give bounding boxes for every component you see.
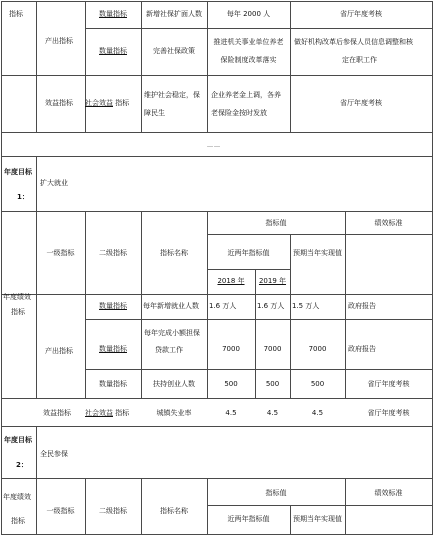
value-2019: 7000 <box>263 345 282 353</box>
rule <box>85 319 433 320</box>
annual-goal-label: 年度目标 <box>4 436 32 444</box>
indicator-value-line1: 推进机关事业单位养老 <box>213 38 284 46</box>
indicator-value-line1: 企业养老金上调，各养 <box>211 91 281 99</box>
indicator-value: 每年 2000 人 <box>226 10 271 18</box>
annual-goal-label: 年度目标 <box>4 168 32 176</box>
indicator-name-line1: 维护社会稳定，保 <box>144 91 200 99</box>
social-benefit-text: 社会效益 <box>85 409 113 417</box>
effect-indicator-label: 效益指标 <box>43 409 71 417</box>
annual-performance-suffix: 指标 <box>11 308 25 316</box>
performance-standard: 政府报告 <box>348 345 376 353</box>
quantity-indicator-label: 数量指标 <box>99 47 127 55</box>
social-benefit-suffix: 指标 <box>115 99 130 107</box>
value-2018: 500 <box>224 380 238 388</box>
rule <box>1 156 433 157</box>
rule <box>207 505 433 506</box>
rule <box>1 398 433 399</box>
indicator-standard: 省厅年度考核 <box>340 99 382 107</box>
quantity-indicator-label: 数量指标 <box>99 10 127 18</box>
value-2018: 7000 <box>222 345 240 353</box>
performance-standard-header: 绩效标准 <box>374 219 403 227</box>
value-2018: 4.5 <box>225 409 237 417</box>
year-2019-header: 2019 年 <box>258 277 287 285</box>
rule <box>1 75 433 76</box>
performance-standard: 省厅年度考核 <box>367 409 410 417</box>
indicator-value-header: 指标值 <box>265 219 287 227</box>
annual-goal-text: 全民参保 <box>40 450 68 458</box>
rule <box>207 269 290 270</box>
indicator-standard: 省厅年度考核 <box>340 10 382 18</box>
rule <box>85 369 433 370</box>
rule <box>1 132 433 133</box>
rule <box>36 1 37 132</box>
indicator-name-line2: 贷款工作 <box>155 346 183 354</box>
value-2019: 500 <box>265 380 280 388</box>
rule <box>85 28 433 29</box>
rule <box>432 1 433 535</box>
quantity-indicator-label: 数量指标 <box>99 302 127 310</box>
rule <box>1 294 433 295</box>
social-benefit-suffix: 指标 <box>115 409 130 417</box>
rule <box>36 211 37 398</box>
indicator-standard-line2: 定在职工作 <box>342 56 377 64</box>
rule <box>1 1 2 535</box>
output-indicator-label: 产出指标 <box>45 347 73 355</box>
expected-value-header: 预期当年实现值 <box>293 249 342 257</box>
rule <box>141 211 142 398</box>
rule <box>1 534 433 535</box>
social-benefit-label <box>85 97 129 110</box>
past-two-years-header: 近两年指标值 <box>227 515 270 523</box>
rule <box>1 211 433 212</box>
quantity-indicator-label: 数量指标 <box>99 345 127 353</box>
value-2018: 1.6 万人 <box>209 302 237 310</box>
social-benefit-label <box>85 407 129 420</box>
value-expected: 500 <box>310 380 325 388</box>
indicator-name: 城镇失业率 <box>156 409 192 417</box>
indicator-standard-line1: 做好机构改革后参保人员信息调整和核 <box>294 38 413 46</box>
effect-indicator-label: 效益指标 <box>45 99 73 107</box>
indicator-table <box>1 1 433 535</box>
indicator-name-line1: 每年完成小额担保 <box>144 329 200 337</box>
rule <box>36 156 37 211</box>
quantity-indicator-label: 数量指标 <box>99 380 127 388</box>
expected-value-header: 预期当年实现值 <box>293 515 342 523</box>
annual-performance-label: 年度绩效 <box>3 493 31 501</box>
performance-standard-header: 绩效标准 <box>374 489 403 497</box>
year-2018-header: 2018 年 <box>217 277 245 285</box>
rule <box>345 211 346 398</box>
indicator-value-line2: 保险制度改革落实 <box>220 56 277 64</box>
indicator-name: 完善社保政策 <box>153 47 195 55</box>
indicator-name-header: 指标名称 <box>160 249 188 257</box>
indicator-label: 指标 <box>9 10 23 18</box>
rule <box>207 211 208 398</box>
ellipsis: …… <box>207 142 221 149</box>
past-two-years-header: 近两年指标值 <box>227 249 270 257</box>
annual-performance-label: 年度绩效 <box>3 293 31 301</box>
rule <box>1 426 433 427</box>
indicator-name: 新增社保扩面人数 <box>146 10 202 18</box>
value-expected: 7000 <box>308 345 327 353</box>
level2-header: 二级指标 <box>99 507 127 515</box>
value-2019: 1.6 万人 <box>257 302 285 310</box>
indicator-name-line2: 障民生 <box>144 109 165 117</box>
value-expected: 4.5 <box>311 409 324 417</box>
annual-goal-text: 扩大就业 <box>40 179 68 187</box>
level1-header: 一级指标 <box>46 507 75 515</box>
value-expected: 1.5 万人 <box>292 302 320 310</box>
annual-goal-number: 1： <box>17 193 29 201</box>
indicator-value-line2: 老保险金按时发放 <box>211 109 267 117</box>
output-indicator-label: 产出指标 <box>45 37 73 45</box>
level2-header: 二级指标 <box>99 249 127 257</box>
performance-standard: 省厅年度考核 <box>367 380 410 388</box>
rule <box>36 426 37 478</box>
indicator-name: 每年新增就业人数 <box>143 302 199 310</box>
indicator-name-header: 指标名称 <box>160 507 188 515</box>
indicator-name: 扶持创业人数 <box>153 380 195 388</box>
indicator-value-header: 指标值 <box>265 489 287 497</box>
value-2019: 4.5 <box>266 409 279 417</box>
social-benefit-text: 社会效益 <box>85 99 113 107</box>
performance-standard: 政府报告 <box>348 302 376 310</box>
rule <box>1 478 433 479</box>
level1-header: 一级指标 <box>46 249 75 257</box>
rule <box>207 234 433 235</box>
annual-performance-suffix: 指标 <box>11 517 25 525</box>
rule <box>1 1 433 2</box>
annual-goal-number: 2： <box>16 461 28 469</box>
